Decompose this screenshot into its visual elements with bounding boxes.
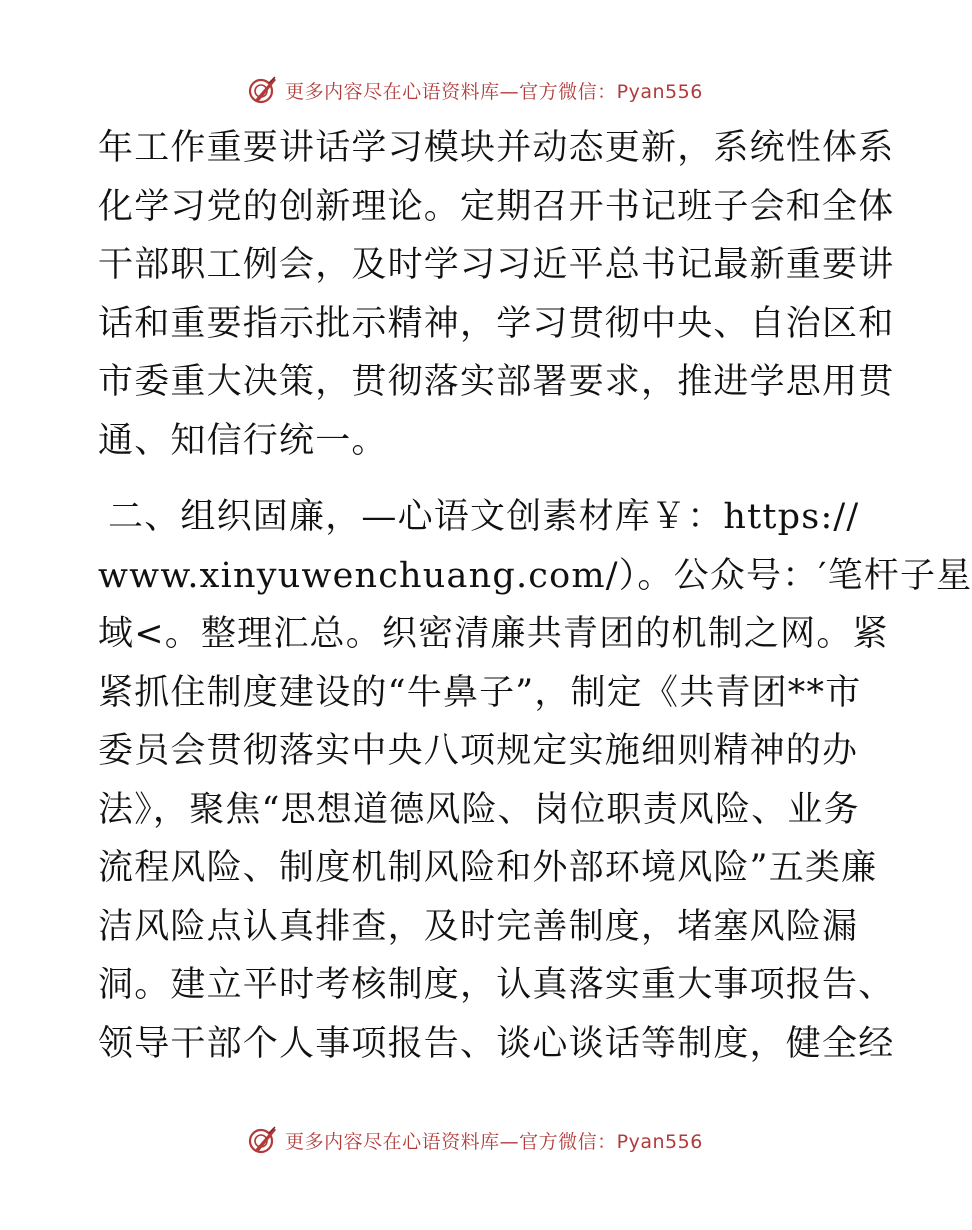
text-line: 流程风险、制度机制风险和外部环境风险”五类廉 [98,848,878,888]
text-line: 洞。建立平时考核制度，认真落实重大事项报告、 [98,965,895,1005]
text-line: www.xinyuwenchuang.com/）。公众号：′笔杆子星 [98,555,972,596]
footer-watermark-banner [0,1120,950,1160]
text-line: 域<。整理汇总。织密清廉共青团的机制之网。紧 [98,614,889,654]
text-line: 通、知信行统一。 [98,420,388,461]
header-watermark-banner [0,70,950,110]
text-line: 市委重大决策，贯彻落实部署要求，推进学思用贯 [98,362,895,402]
text-line: 话和重要指示批示精神，学习贯彻中央、自治区和 [98,303,895,344]
text-line: 干部职工例会，及时学习习近平总书记最新重要讲 [98,245,895,285]
footer-banner-text: 更多内容尽在心语资料库—官方微信：Pyan556 [285,1130,703,1153]
text-line: 年工作重要讲话学习模块并动态更新，系统性体系 [98,128,895,168]
text-line: 洁风险点认真排查，及时完善制度，堵塞风险漏 [98,906,859,947]
text-line: 委员会贯彻落实中央八项规定实施细则精神的办 [98,731,859,771]
paragraph-gap [98,470,850,488]
text-line: 紧抓住制度建设的“牛鼻子”，制定《共青团**市 [98,672,862,713]
quill-logo-icon [247,74,279,106]
header-banner-text: 更多内容尽在心语资料库—官方微信：Pyan556 [285,80,703,103]
quill-logo-icon [247,1124,279,1156]
text-line: 法》，聚焦“思想道德风险、岗位职责风险、业务 [98,789,860,830]
paragraph-1 [98,119,895,470]
text-line: 领导干部个人事项报告、谈心谈话等制度，健全经 [98,1023,895,1064]
body-text [98,119,972,1073]
text-line: 二、组织固廉，—心语文创素材库￥：https:// [108,497,860,537]
paragraph-2 [98,488,972,1073]
text-line: 化学习党的创新理论。定期召开书记班子会和全体 [98,186,895,227]
